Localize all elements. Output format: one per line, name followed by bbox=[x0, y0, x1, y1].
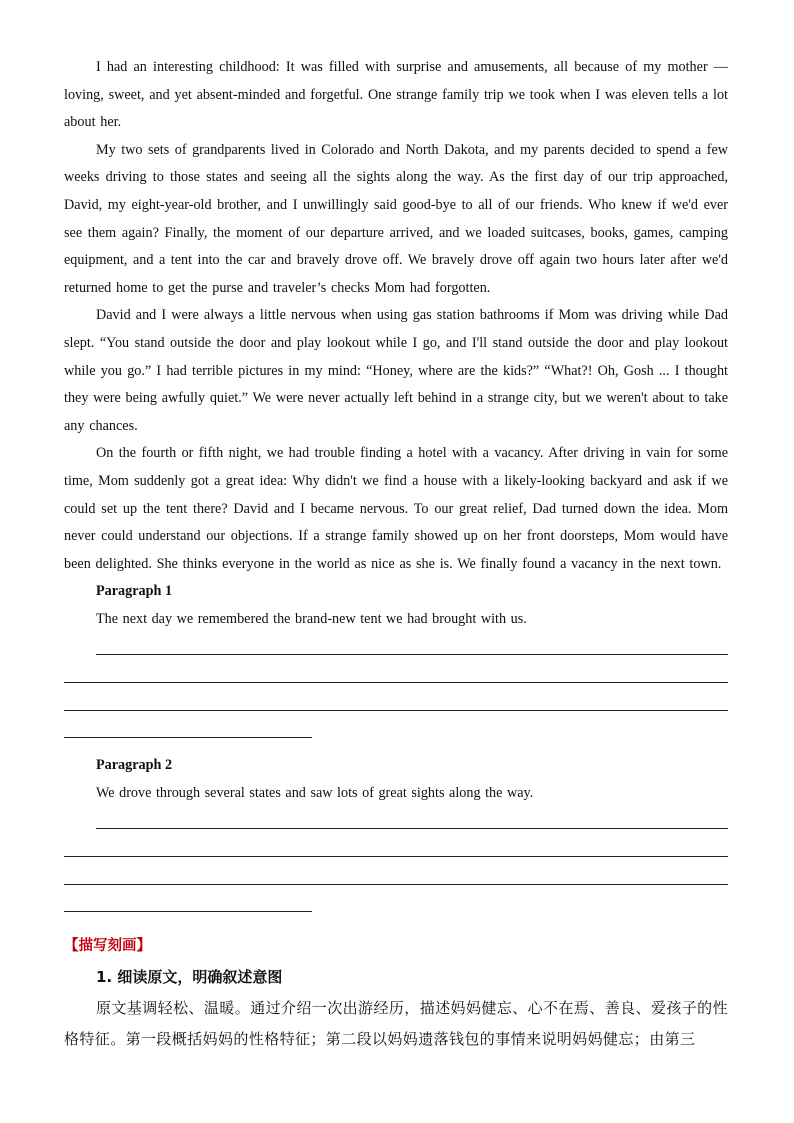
writing-line bbox=[96, 654, 728, 655]
passage-paragraph-4: On the fourth or fifth night, we had trouble finding a hotel with a vacancy. After driving in vain for some time, Mom suddenly got a great idea: Why didn't we find a house with a likely-looking backyard and ask if we could set up the tent there? David and I became nervous. To our great relief, Dad turned down the idea. Mom never could understand our objections. If a strange family showed up on her front doorsteps, Mom would have been delighted. She thinks everyone in the world as nice as she is. We finally found a vacancy in the next town. bbox=[64, 445, 728, 572]
writing-line bbox=[64, 682, 728, 683]
analysis-text: 原文基调轻松、温暖。通过介绍一次出游经历，描述妈妈健忘、心不在焉、善良、爱孩子的性格特征。第一段概括妈妈的性格特征；第二段以妈妈遗落钱包的事情来说明妈妈健忘；由第三 bbox=[64, 999, 728, 1049]
passage-paragraph-2: My two sets of grandparents lived in Colorado and North Dakota, and my parents decided to spend a few weeks driving to those states and seeing all the sights along the way. As the first day of our trip approached, David, my eight-year-old brother, and I unwillingly said good-bye to all of our friends. Who knew if we'd ever see them again? Finally, the moment of our departure arrived, and we loaded suitcases, books, games, camping equipment, and a tent into the car and bravely drove off. We bravely drove off again two hours later after we'd returned home to get the purse and traveler’s checks Mom had forgotten. bbox=[64, 141, 728, 296]
paragraph-1-heading: Paragraph 1 bbox=[96, 583, 173, 600]
passage-paragraph-1: I had an interesting childhood: It was filled with surprise and amusements, all because of my mother —loving, sweet, and yet absent-minded and forgetful. One strange family trip we took when I was eleven tells a lot about her. bbox=[64, 59, 728, 131]
paragraph-1-writing-area[interactable] bbox=[64, 654, 728, 738]
document-page bbox=[64, 54, 728, 1055]
writing-line bbox=[96, 828, 728, 829]
section-tag: 【描写刻画】 bbox=[64, 938, 151, 955]
writing-line bbox=[64, 710, 728, 711]
passage-paragraph-3: David and I were always a little nervous when using gas station bathrooms if Mom was driving while Dad slept. “You stand outside the door and play lookout while I go, and I'll stand outside the door and play lookout while you go.” I had terrible pictures in my mind: “Honey, where are the kids?” “What?! Oh, Gosh ... I thought they were being awfully quiet.” We were never actually left behind in a strange city, but we weren't about to take any chances. bbox=[64, 307, 729, 434]
paragraph-2-writing-area[interactable] bbox=[64, 828, 728, 912]
paragraph-1-starter: The next day we remembered the brand-new tent we had brought with us. bbox=[96, 610, 527, 627]
writing-line bbox=[64, 884, 728, 885]
paragraph-2-heading: Paragraph 2 bbox=[96, 757, 173, 774]
writing-line bbox=[64, 856, 728, 857]
paragraph-2-starter: We drove through several states and saw lots of great sights along the way. bbox=[96, 784, 534, 801]
analysis-heading: 1. 细读原文，明确叙述意图 bbox=[96, 968, 283, 987]
writing-line bbox=[64, 911, 312, 912]
